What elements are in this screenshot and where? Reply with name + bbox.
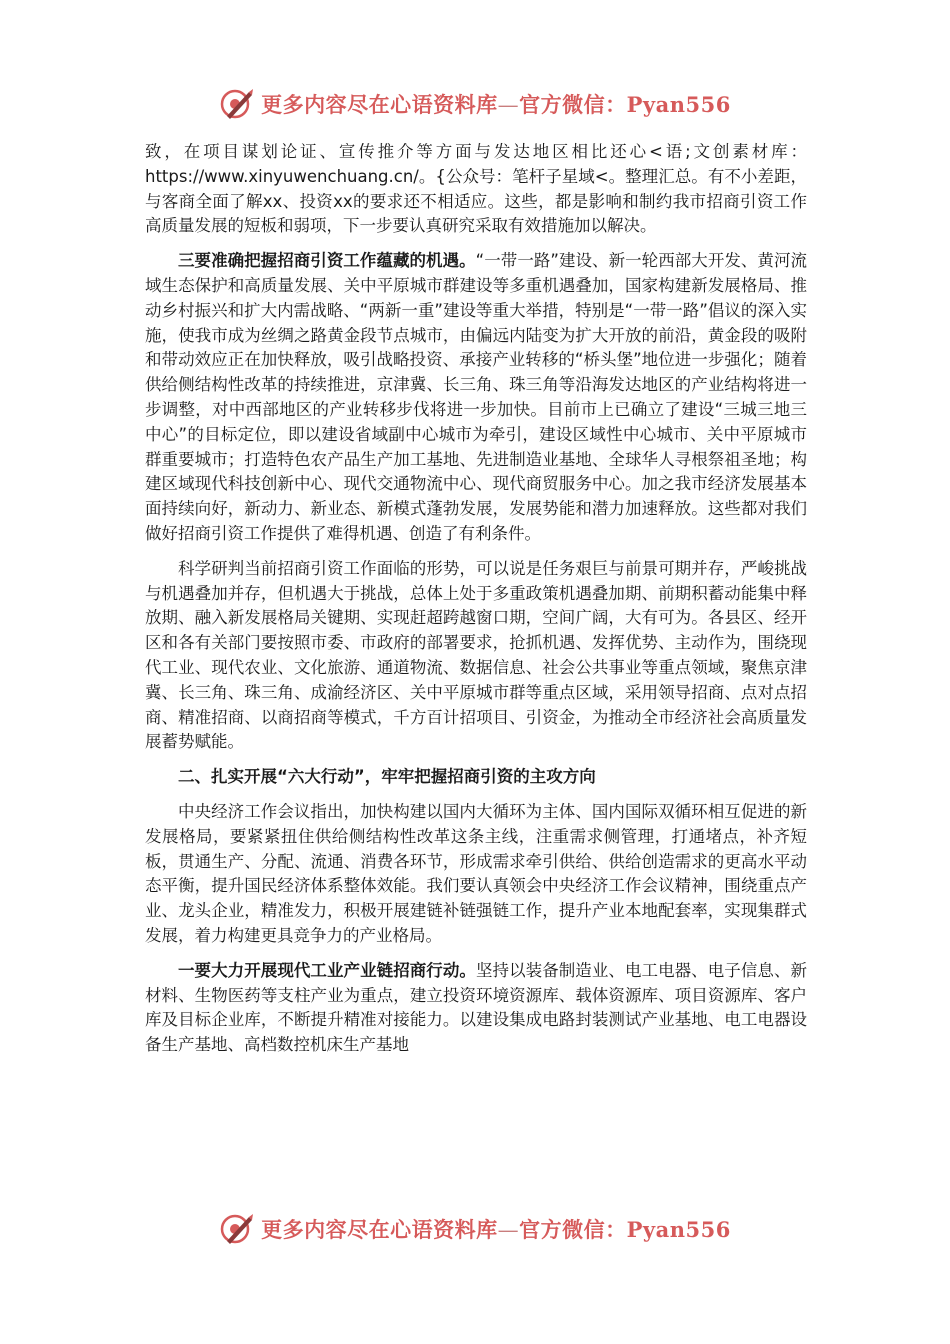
paragraph-5-lead: 一要大力开展现代工业产业链招商行动。 <box>178 960 476 980</box>
banner-wechat-id: Pyan556 <box>626 92 731 117</box>
banner-text <box>261 1214 731 1244</box>
pen-logo-icon <box>219 1211 255 1247</box>
header-banner <box>0 82 950 126</box>
banner-title: 更多内容尽在心语资料库 <box>261 92 498 117</box>
paragraph-2 <box>145 249 807 547</box>
paragraph-4: 中央经济工作会议指出，加快构建以国内大循环为主体、国内国际双循环相互促进的新发展格局，要紧紧扭住供给侧结构性改革这条主线，注重需求侧管理，打通堵点，补齐短板，贯通生产、分配、流通、消费各环节，形成需求牵引供给、供给创造需求的更高水平动态平衡，提升国民经济体系整体效能。我们要认真领会中央经济工作会议精神，围绕重点产业、龙头企业，精准发力，积极开展建链补链强链工作，提升产业本地配套率，实现集群式发展，着力构建更具竞争力的产业格局。 <box>145 801 807 945</box>
banner-text <box>261 89 731 119</box>
banner-separator: — <box>497 93 520 117</box>
paragraph-2-body: “一带一路”建设、新一轮西部大开发、黄河流域生态保护和高质量发展、关中平原城市群建设等多重机遇叠加，国家构建新发展格局、推动乡村振兴和扩大内需战略、“两新一重”建设等重大举措，特别是“一带一路”倡议的深入实施，使我市成为丝绸之路黄金段节点城市，由偏远内陆变为扩大开放的前沿，黄金段的吸附和带动效应正在加快释放，吸引战略投资、承接产业转移的“桥头堡”地位进一步强化；随着供给侧结构性改革的持续推进，京津冀、长三角、珠三角等沿海发达地区的产业结构将进一步调整，对中西部地区的产业转移步伐将进一步加快。目前市上已确立了建设“三城三地三中心”的目标定位，即以建设省域副中心城市为牵引，建设区域性中心城市、关中平原城市群重要城市；打造特色农产品生产加工基地、先进制造业基地、全球华人寻根祭祖圣地；构建区域现代科技创新中心、现代交通物流中心、现代商贸服务中心。加之我市经济发展基本面持续向好，新动力、新业态、新模式蓬勃发展，发展势能和潜力加速释放。这些都对我们做好招商引资工作提供了难得机遇、创造了有利条件。 <box>145 251 808 543</box>
paragraph-1: 致，在项目谋划论证、宣传推介等方面与发达地区相比还心<语;文创素材库：https://www.xinyuwenchuang.cn/。{公众号：笔杆子星域<。整理汇总。有不小差距，与客商全面了解xx、投资xx的要求还不相适应。这些，都是影响和制约我市招商引资工作高质量发展的短板和弱项，下一步要认真研究采取有效措施加以解决。 <box>145 142 807 236</box>
banner-wechat-label: 官方微信： <box>519 1217 627 1242</box>
footer-banner <box>0 1207 950 1251</box>
banner-separator: — <box>497 1218 520 1242</box>
paragraph-2-lead: 三要准确把握招商引资工作蕴藏的机遇。 <box>178 251 476 271</box>
banner-wechat-label: 官方微信： <box>519 92 627 117</box>
pen-logo-icon <box>219 86 255 122</box>
section-heading: 二、扎实开展“六大行动”，牢牢把握招商引资的主攻方向 <box>178 767 596 787</box>
paragraph-5 <box>145 959 807 1058</box>
paragraph-5-body: 坚持以装备制造业、电工电器、电子信息、新材料、生物医药等支柱产业为重点，建立投资环境资源库、载体资源库、项目资源库、客户库及目标企业库，不断提升精准对接能力。以建设集成电路封装测试产业基地、电工电器设备生产基地、高档数控机床生产基地 <box>145 960 808 1055</box>
banner-wechat-id: Pyan556 <box>626 1217 731 1242</box>
document-body <box>145 140 807 1068</box>
paragraph-3: 科学研判当前招商引资工作面临的形势，可以说是任务艰巨与前景可期并存，严峻挑战与机遇叠加并存，但机遇大于挑战，总体上处于多重政策机遇叠加期、前期积蓄动能集中释放期、融入新发展格局关键期、实现赶超跨越窗口期，空间广阔，大有可为。各县区、经开区和各有关部门要按照市委、市政府的部署要求，抢抓机遇、发挥优势、主动作为，围绕现代工业、现代农业、文化旅游、通道物流、数据信息、社会公共事业等重点领域，聚焦京津冀、长三角、珠三角、成渝经济区、关中平原城市群等重点区域，采用领导招商、点对点招商、精准招商、以商招商等模式，千方百计招项目、引资金，为推动全市经济社会高质量发展蓄势赋能。 <box>145 558 807 752</box>
banner-title: 更多内容尽在心语资料库 <box>261 1217 498 1242</box>
